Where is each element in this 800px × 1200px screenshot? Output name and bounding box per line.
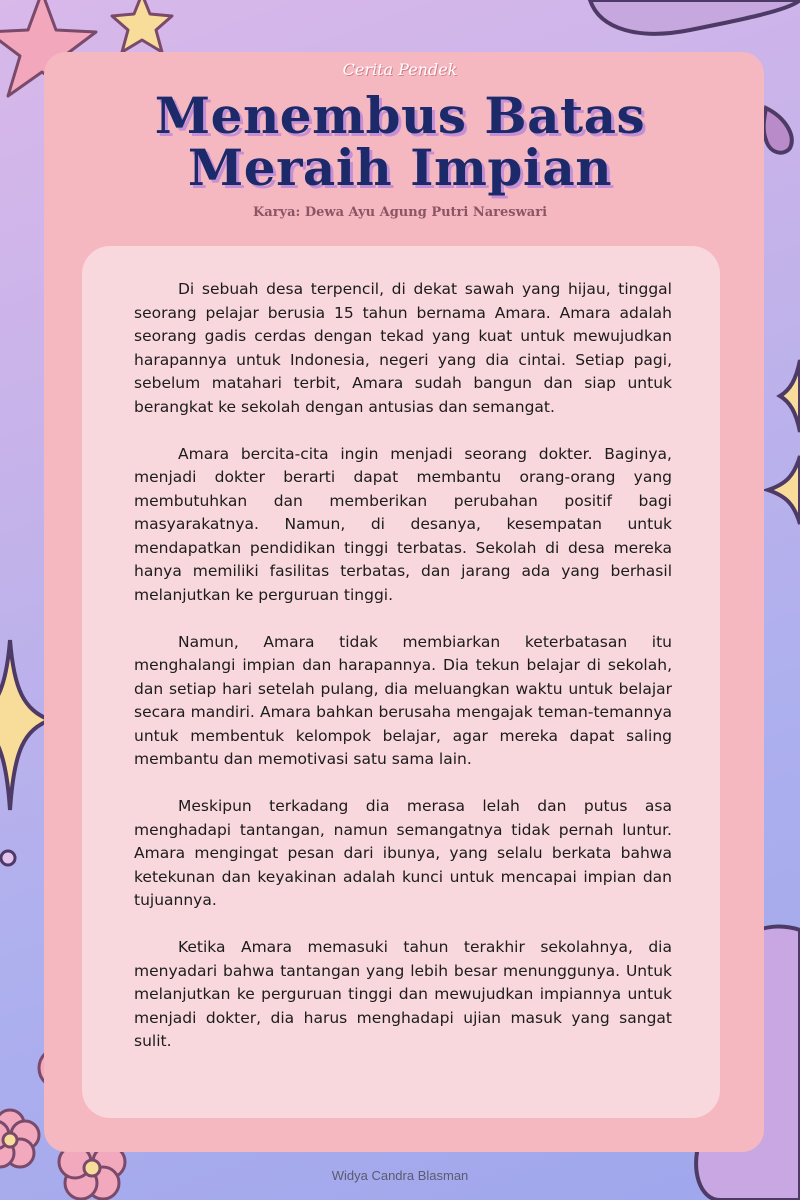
title-line-1: Menembus Batas [154, 86, 646, 145]
story-paragraph: Di sebuah desa terpencil, di dekat sawah yang hijau, tinggal seorang pelajar berusia 15 tahun bernama Amara. Amara adalah seorang gadis cerdas dengan tekad yang kuat untuk mewujudkan harapannya untuk Indonesia, negeri yang dia cintai. Setiap pagi, sebelum matahari terbit, Amara sudah bangun dan siap untuk berangkat ke sekolah dengan antusias dan semangat. [134, 280, 672, 416]
star-icon [112, 0, 172, 52]
flower-icon [0, 1110, 39, 1167]
story-paragraph: Namun, Amara tidak membiarkan keterbatasan itu menghalangi impian dan harapannya. Dia tekun belajar di sekolah, dan setiap hari setelah pulang, dia meluangkan waktu untuk belajar secara mandiri. Amara bahkan berusaha mengajak teman-temannya untuk membentuk kelompok belajar, agar mereka dapat saling membantu dan memotivasi satu sama lain. [134, 632, 672, 768]
title-line-2: Meraih Impian [187, 138, 613, 197]
blob-shape [590, 0, 800, 34]
story-paragraph: Meskipun terkadang dia merasa lelah dan putus asa menghadapi tantangan, namun semangatnya tidak pernah luntur. Amara mengingat pesan dari ibunya, yang selalu berkata bahwa ketekunan dan keyakinan adalah kunci untuk mencapai impian dan tujuannya. [134, 797, 672, 909]
sparkle-icon [0, 640, 50, 865]
footer-credit: Widya Candra Blasman [331, 1168, 469, 1183]
sparkle-icon [768, 360, 800, 524]
story-title [0, 86, 800, 197]
story-paragraph: Ketika Amara memasuki tahun terakhir sekolahnya, dia menyadari bahwa tantangan yang lebih besar menunggunya. Untuk melanjutkan ke perguruan tinggi dan mewujudkan impiannya untuk menjadi dokter, dia harus menghadapi ujian masuk yang sangat sulit. [134, 938, 672, 1050]
author-credit: Karya: Dewa Ayu Agung Putri Nareswari [252, 205, 548, 220]
story-body [134, 278, 672, 1077]
story-paragraph: Amara bercita-cita ingin menjadi seorang dokter. Baginya, menjadi dokter berarti dapat membantu orang-orang yang membutuhkan dan memberikan perubahan positif bagi masyarakatnya. Namun, di desanya, kesempatan untuk mendapatkan pendidikan tinggi terbatas. Sekolah di desa mereka hanya memiliki fasilitas terbatas, dan jarang ada yang berhasil melanjutkan ke perguruan tinggi. [134, 444, 672, 604]
story-category: Cerita Pendek [342, 60, 458, 79]
